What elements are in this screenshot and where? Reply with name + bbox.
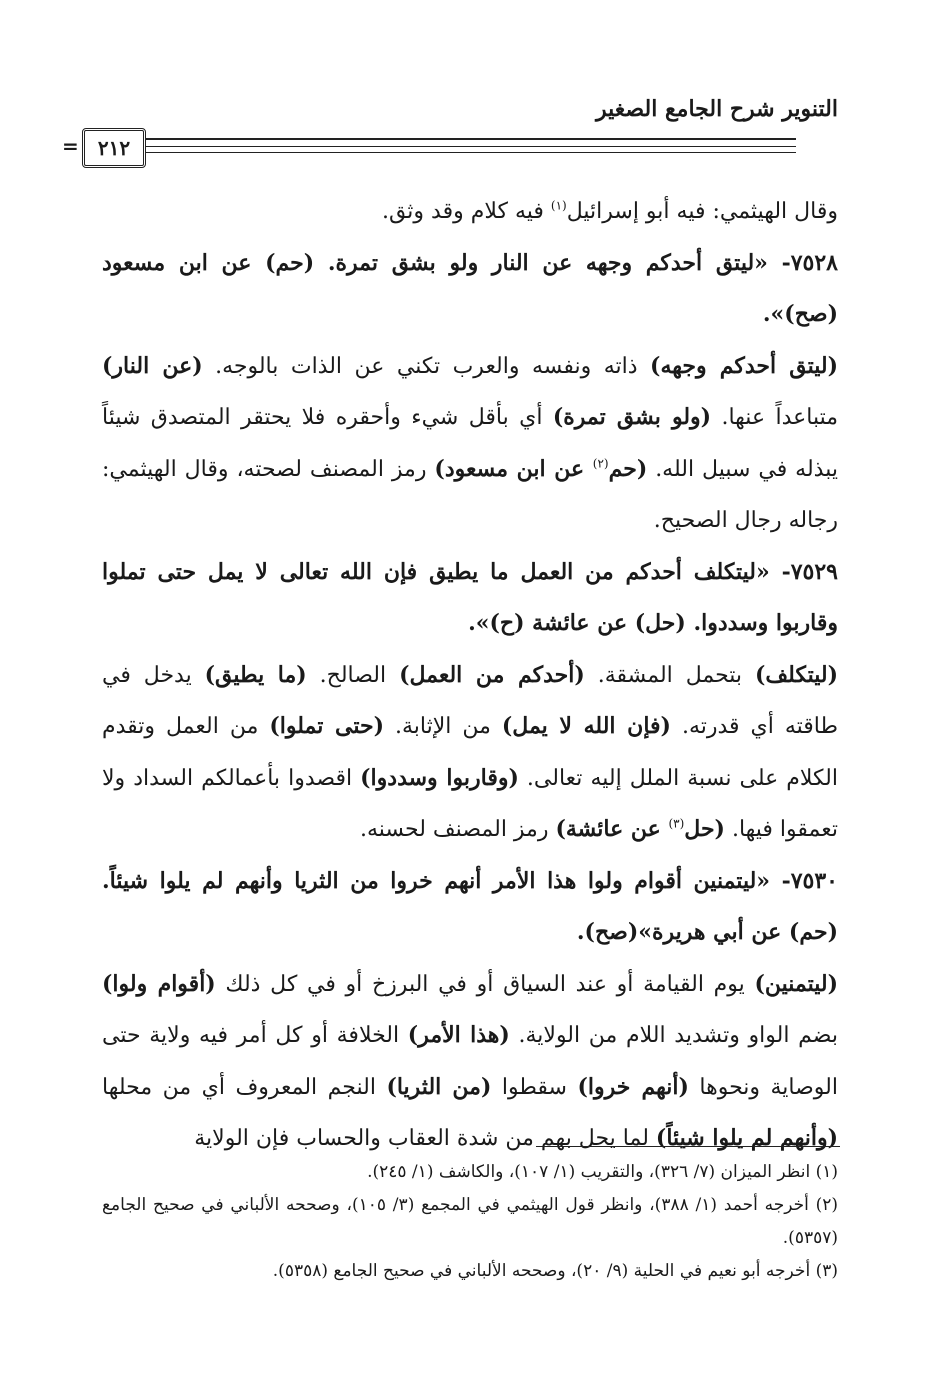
header-rule: [108, 146, 796, 147]
text: بتحمل المشقة.: [584, 662, 755, 688]
lemma: (وأنهم لم يلوا شيئاً): [655, 1125, 838, 1151]
commentary-7528: [102, 341, 838, 547]
main-text: [102, 186, 838, 1165]
text: متباعداً عنها.: [711, 405, 839, 430]
lemma: (أنهم خروا): [577, 1073, 689, 1100]
footnote-ref: (٢): [592, 456, 609, 471]
lemma: (فإن الله لا يمل): [501, 713, 671, 739]
text: يوم القيامة أو عند السياق أو في البرزخ أو في كل ذلك: [215, 971, 755, 997]
text: من الإثابة.: [384, 714, 502, 739]
footnote-1: (١) انظر الميزان (٧/ ٣٢٦)، والتقريب (١/ ١٠٧)، والكاشف (١/ ٢٤٥).: [367, 1162, 838, 1182]
running-header-title: التنوير شرح الجامع الصغير: [596, 96, 838, 122]
lemma: (ولو بشق تمرة): [552, 404, 712, 430]
footnote-ref: (٣): [668, 816, 685, 831]
footnote-ref: (١): [550, 198, 567, 213]
text: وقال الهيثمي: فيه أبو إسرائيل: [566, 199, 838, 224]
text: الصالح.: [306, 662, 400, 688]
lemma: (أقوام ولوا): [102, 970, 216, 997]
text: الخلافة أو كل أمر فيه ولاية حتى الوصاية ونحوها: [102, 1023, 838, 1100]
commentary-7530: [102, 959, 838, 1165]
text: فيه كلام وقد وثق.: [381, 199, 551, 224]
lemma: (من الثريا): [386, 1073, 492, 1100]
text: اقصدوا بأعمالكم السداد ولا تعمقوا فيها.: [102, 765, 838, 842]
header-rule: [108, 152, 796, 153]
text: سقطوا: [491, 1074, 578, 1100]
footnote-2: (٢) أخرجه أحمد (١/ ٣٨٨)، وانظر قول الهيثمي في المجمع (٣/ ١٠٥)، وصححه الألباني في صحيح الجامع (٥٣٥٧).: [102, 1195, 839, 1248]
text: ذاته ونفسه والعرب تكني عن الذات بالوجه.: [202, 353, 651, 379]
lemma: (ليتق أحدكم وجهه): [650, 352, 839, 379]
commentary-7529: [102, 650, 838, 856]
lemma: (حم: [608, 455, 648, 482]
header-rule: [108, 138, 796, 140]
text: لما يحل بهم من شدة العقاب والحساب فإن الولاية: [194, 1126, 656, 1151]
lemma: (ليتمنين): [754, 970, 838, 997]
lemma: عن ابن مسعود): [434, 455, 593, 482]
lemma: (وقاربوا وسددوا): [360, 764, 519, 791]
hadith-7529: ٧٥٢٩- «ليتكلف أحدكم من العمل ما يطيق فإن الله تعالى لا يمل حتى تملوا وقاربوا وسددوا. (حل) عن عائشة (ح)».: [102, 558, 838, 636]
paragraph: [102, 186, 838, 238]
page-number: ٢١٢: [82, 128, 146, 168]
text: بضم الواو وتشديد اللام من الولاية.: [509, 1023, 838, 1048]
text: النجم المعروف أي من محلها: [102, 1074, 387, 1100]
text: أي بأقل شيء وأحقره فلا يحتقر المتصدق شيئاً يبذله في سبيل الله.: [102, 405, 838, 482]
footnotes: [102, 1156, 838, 1288]
lemma: (ما يطيق): [204, 661, 307, 688]
text: رمز المصنف لحسنه.: [359, 817, 556, 842]
header-mark: =: [62, 134, 79, 158]
lemma: (ليتكلف): [754, 661, 838, 688]
lemma: (حتى تملوا): [269, 713, 384, 739]
footnote-3: (٣) أخرجه أبو نعيم في الحلية (٩/ ٢٠)، وصححه الألباني في صحيح الجامع (٥٣٥٨).: [272, 1261, 838, 1281]
lemma: (عن النار): [102, 352, 203, 379]
lemma: عن عائشة): [555, 816, 669, 842]
footnote-separator: [536, 1146, 840, 1147]
text: من العمل وتقدم الكلام على نسبة الملل إليه تعالى.: [102, 714, 839, 791]
lemma: (هذا الأمر): [407, 1022, 510, 1048]
hadith-7528: ٧٥٢٨- «ليتق أحدكم وجهه عن النار ولو بشق تمرة. (حم) عن ابن مسعود (صح)».: [102, 249, 838, 327]
text: رمز المصنف لصحته، وقال الهيثمي: رجاله رجال الصحيح.: [102, 456, 838, 533]
lemma: (أحدكم من العمل): [399, 661, 585, 688]
hadith-7530: ٧٥٣٠- «ليتمنين أقوام ولوا هذا الأمر أنهم خروا من الثريا وأنهم لم يلوا شيئاً. (حم) عن أبي هريرة»(صح).: [102, 867, 838, 945]
lemma: (حل: [684, 816, 725, 842]
text: يدخل في طاقته أي قدرته.: [102, 662, 839, 739]
